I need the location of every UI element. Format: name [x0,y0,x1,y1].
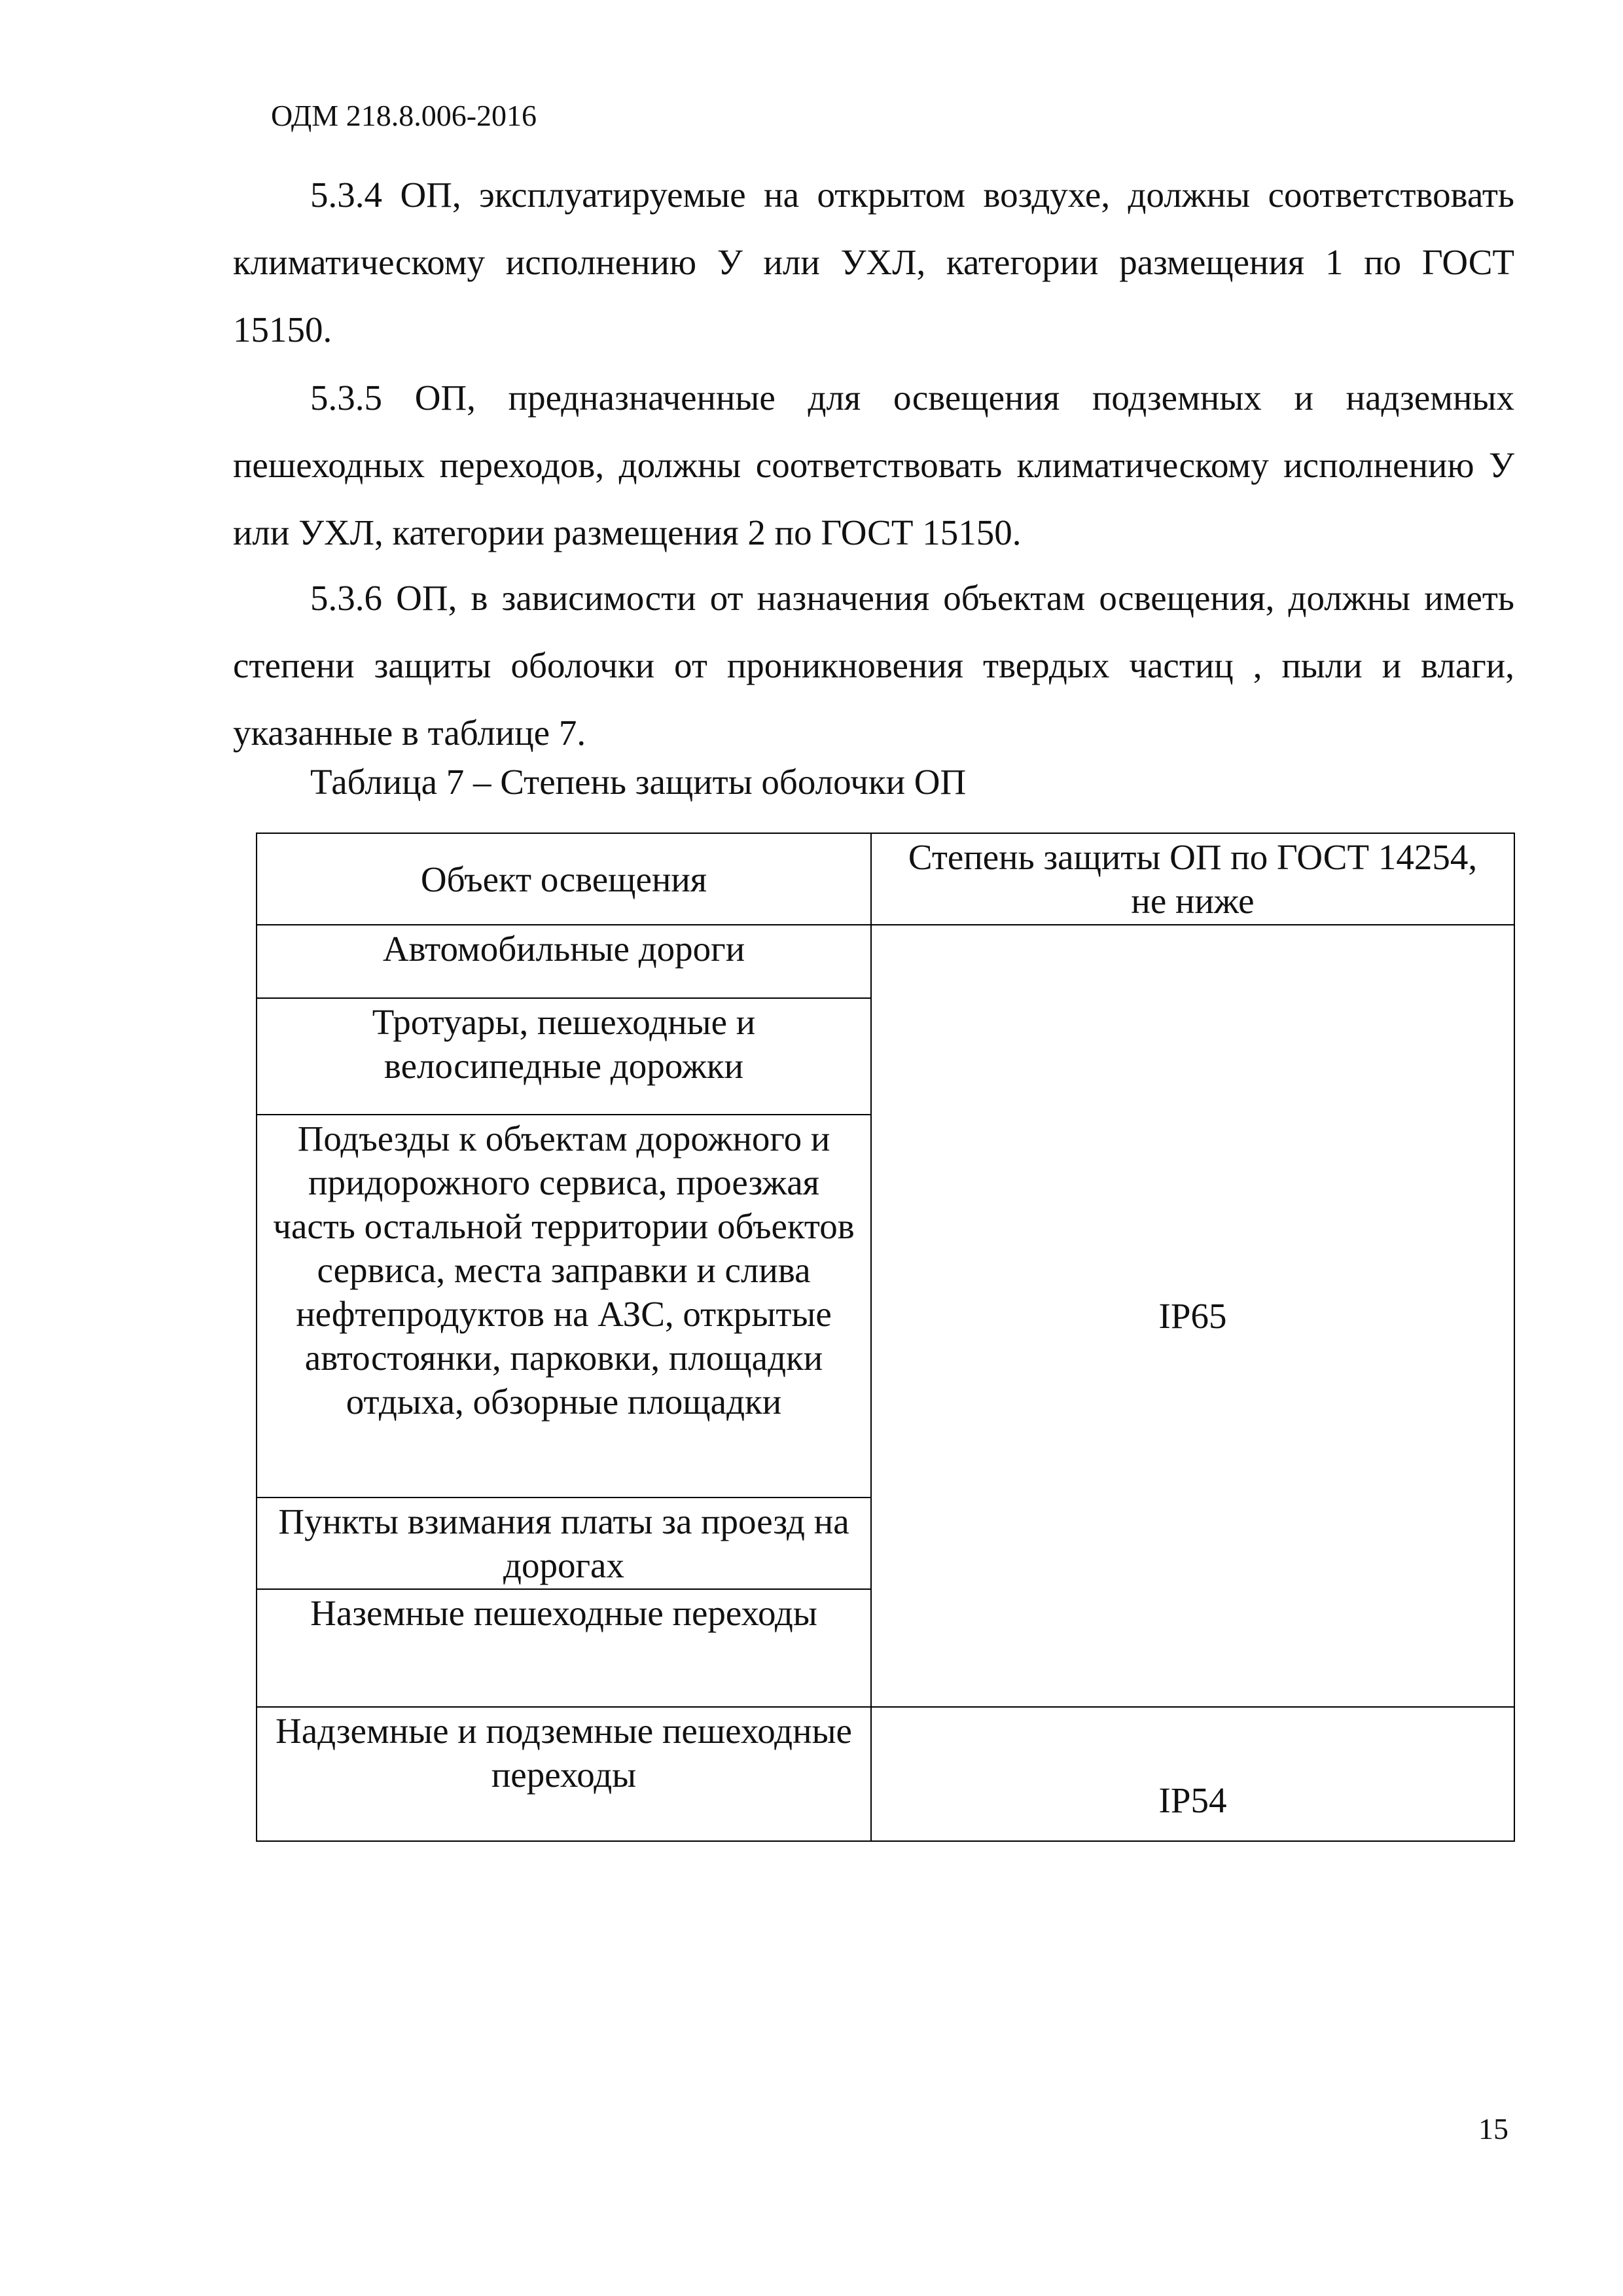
page-number: 15 [1478,2112,1508,2145]
document-code: ОДМ 218.8.006-2016 [271,99,537,132]
table-row [257,1707,1514,1841]
header-object: Объект освещения [257,833,871,925]
paragraph-5-3-5: 5.3.5 ОП, предназначенные для освещения подземных и надземных пешеходных переходов, должны соответствовать климатическому исполнению У или УХЛ, категории размещения 2 по ГОСТ 15150. [233,378,1514,552]
header-protection-degree: Степень защиты ОП по ГОСТ 14254, не ниже [871,833,1514,925]
paragraph-5-3-6: 5.3.6 ОП, в зависимости от назначения объектам освещения, должны иметь степени защиты оболочки от проникновения твердых частиц , пыли и влаги, указанные в таблице 7. [233,578,1514,753]
protection-degree-table [256,833,1515,1842]
object-cell: Пункты взимания платы за проезд на дорогах [257,1498,871,1589]
object-cell: Наземные пешеходные переходы [257,1589,871,1707]
rating-cell-ip65: IP65 [871,925,1514,1707]
object-cell: Автомобильные дороги [257,925,871,998]
object-cell: Тротуары, пешеходные и велосипедные дорожки [257,998,871,1115]
object-cell: Надземные и подземные пешеходные переходы [257,1707,871,1841]
table-header-row [257,833,1514,925]
paragraph-5-3-4: 5.3.4 ОП, эксплуатируемые на открытом воздухе, должны соответствовать климатическому исполнению У или УХЛ, категории размещения 1 по ГОСТ 15150. [233,175,1514,350]
rating-cell-ip54: IP54 [871,1707,1514,1841]
table-row [257,925,1514,998]
object-cell: Подъезды к объектам дорожного и придорожного сервиса, проезжая часть остальной территории объектов сервиса, места заправки и слива нефтепродуктов на АЗС, открытые автостоянки, парковки, площадки отдыха, обзорные площадки [257,1115,871,1498]
table-caption: Таблица 7 – Степень защиты оболочки ОП [310,762,967,802]
